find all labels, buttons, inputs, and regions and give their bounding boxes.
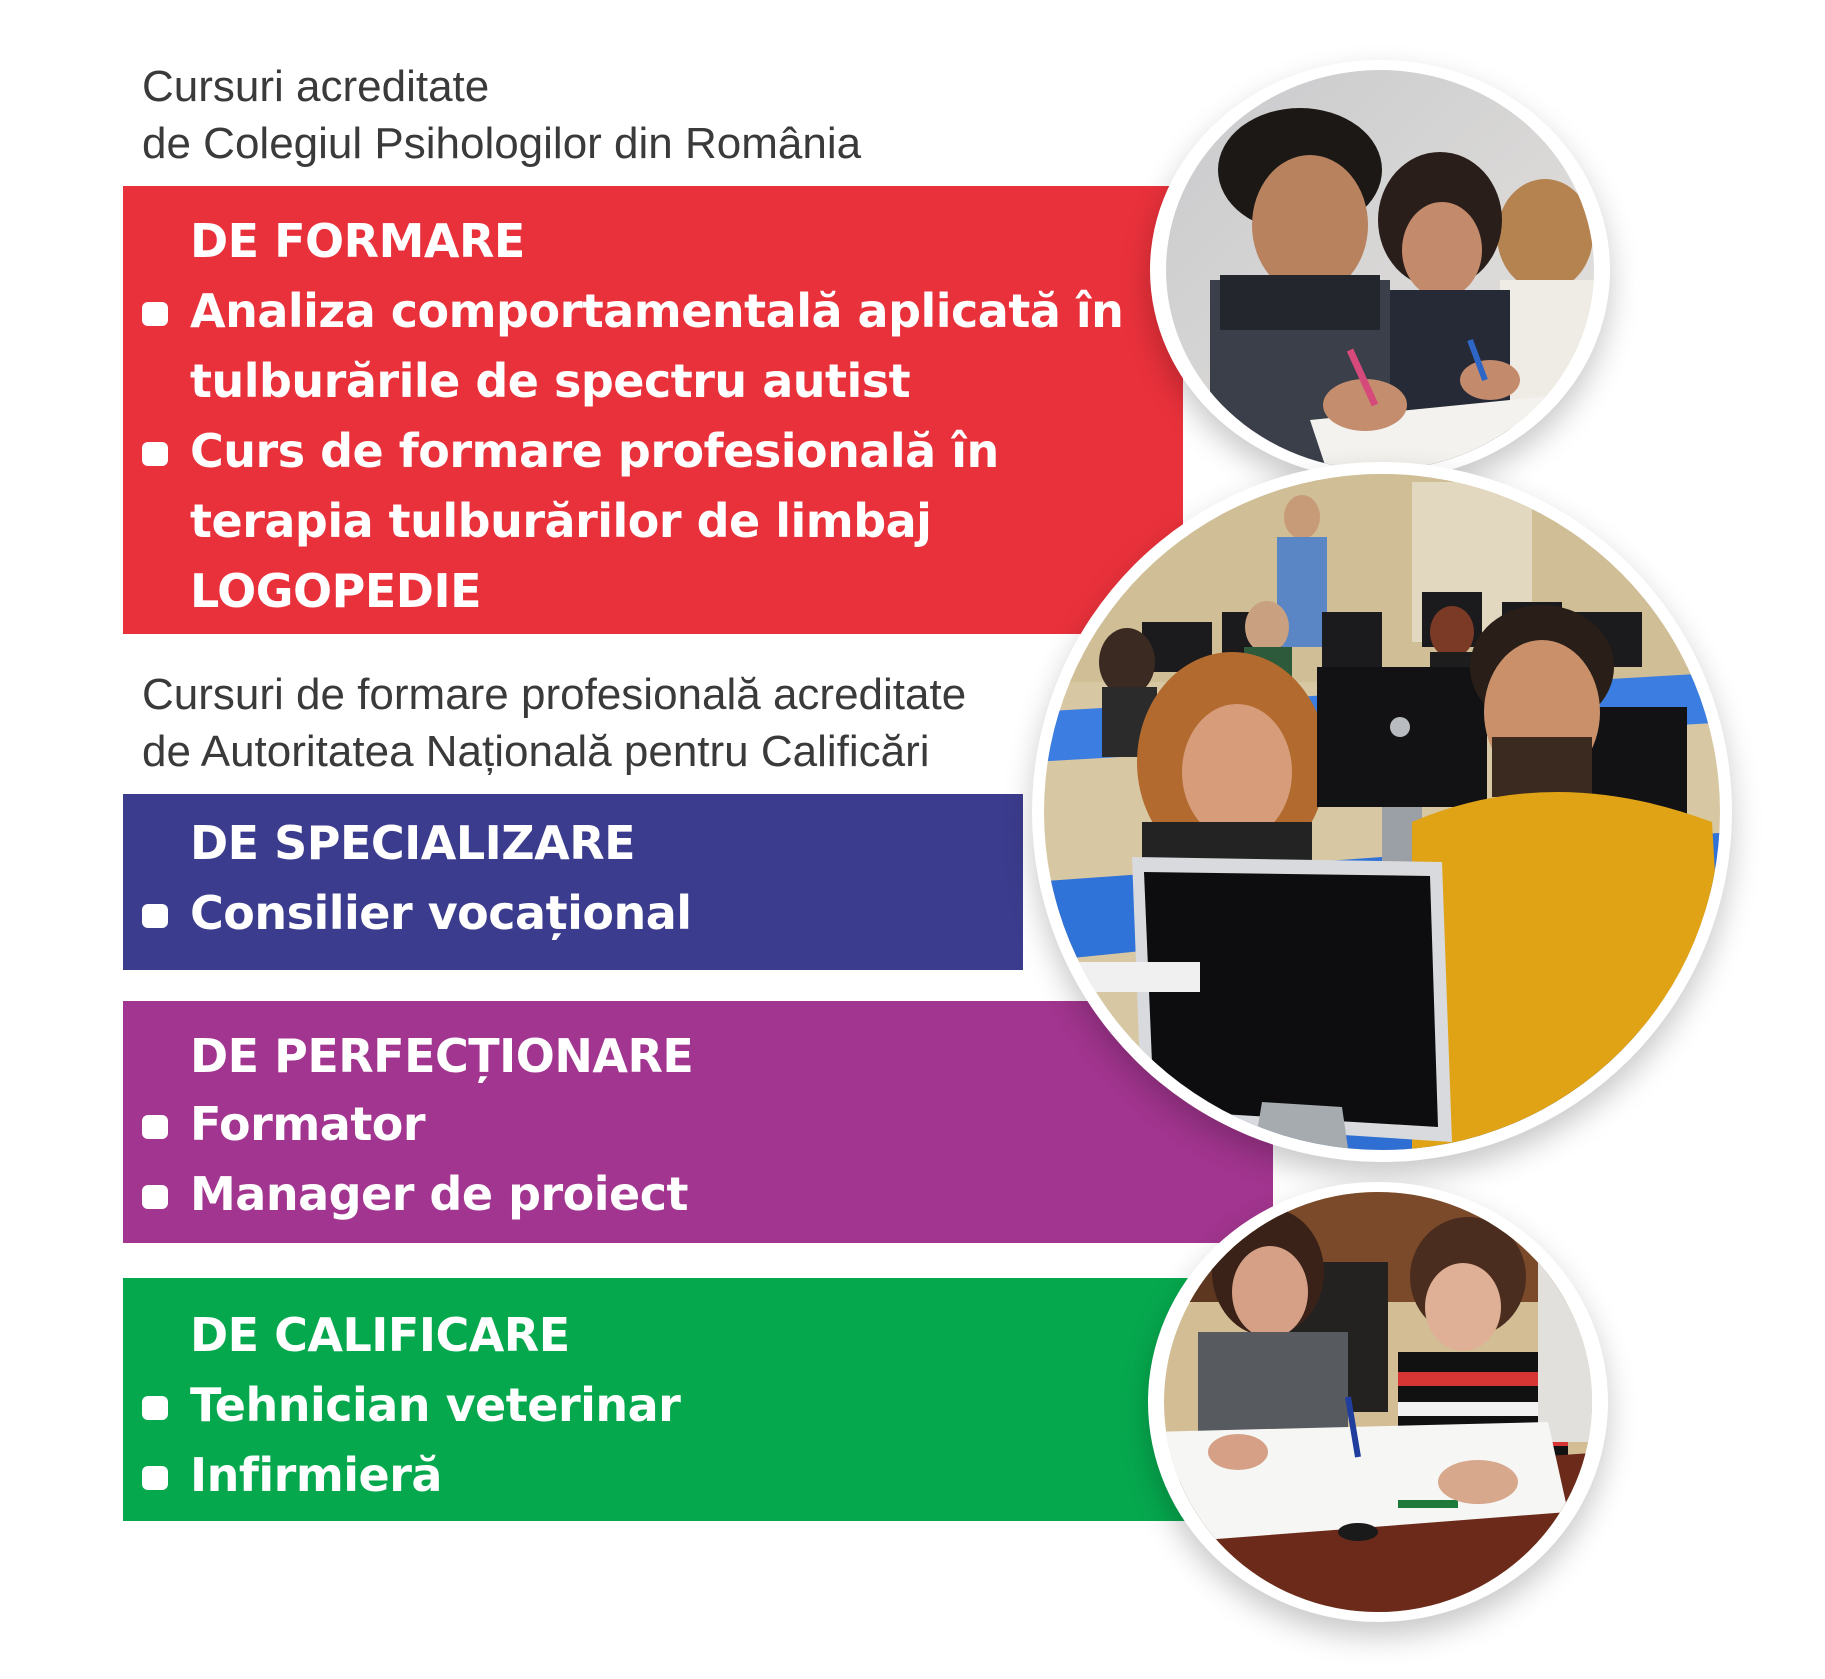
- bullet-icon: [142, 1185, 168, 1209]
- course-line: tulburările de spectru autist: [190, 354, 911, 408]
- section-heading: DE PERFECȚIONARE: [190, 1029, 694, 1083]
- intro-line: de Colegiul Psihologilor din România: [142, 119, 862, 168]
- section-perfectionare: [123, 1001, 1273, 1243]
- course-item-logopedie[interactable]: [123, 416, 1123, 626]
- course-item-formator[interactable]: [123, 1089, 688, 1159]
- course-line: Manager de proiect: [190, 1167, 689, 1221]
- bullet-icon: [142, 1396, 168, 1420]
- section-heading: DE FORMARE: [190, 214, 525, 268]
- intro-accreditation-cpr: [142, 58, 861, 172]
- course-list: [123, 1089, 688, 1229]
- course-item-infirmiera[interactable]: [123, 1440, 680, 1510]
- course-list: [123, 1370, 680, 1510]
- course-item-aba-autism[interactable]: [123, 276, 1123, 416]
- students-writing-illustration: [1150, 60, 1610, 480]
- group-workshop-illustration: [1148, 1182, 1608, 1622]
- intro-line: Cursuri acreditate: [142, 62, 490, 111]
- course-list: [123, 878, 692, 948]
- section-heading: DE SPECIALIZARE: [190, 816, 636, 870]
- bullet-icon: [142, 442, 168, 466]
- course-item-consilier-vocational[interactable]: [123, 878, 692, 948]
- course-item-tehnician-veterinar[interactable]: [123, 1370, 680, 1440]
- bullet-icon: [142, 1466, 168, 1490]
- section-heading: DE CALIFICARE: [190, 1308, 570, 1362]
- students-writing-photo: [1150, 60, 1610, 480]
- computer-lab-illustration: [1032, 462, 1732, 1162]
- course-line: Curs de formare profesională în: [190, 424, 999, 478]
- bullet-icon: [142, 302, 168, 326]
- bullet-icon: [142, 904, 168, 928]
- course-line: Infirmieră: [190, 1448, 442, 1502]
- course-line: LOGOPEDIE: [190, 564, 481, 618]
- course-list: [123, 276, 1123, 626]
- intro-line: de Autoritatea Națională pentru Calificări: [142, 727, 930, 776]
- course-line: terapia tulburărilor de limbaj: [190, 494, 932, 548]
- section-calificare: [123, 1278, 1203, 1521]
- course-line: Analiza comportamentală aplicată în: [190, 284, 1124, 338]
- computer-lab-photo: [1032, 462, 1732, 1162]
- course-line: Tehnician veterinar: [190, 1378, 681, 1432]
- group-workshop-photo: [1148, 1182, 1608, 1622]
- intro-accreditation-anc: [142, 666, 966, 780]
- course-item-manager-proiect[interactable]: [123, 1159, 688, 1229]
- bullet-icon: [142, 1115, 168, 1139]
- intro-line: Cursuri de formare profesională acreditate: [142, 670, 967, 719]
- section-formare: [123, 186, 1183, 634]
- section-specializare: [123, 794, 1023, 970]
- course-line: Formator: [190, 1097, 426, 1151]
- course-line: Consilier vocațional: [190, 886, 692, 940]
